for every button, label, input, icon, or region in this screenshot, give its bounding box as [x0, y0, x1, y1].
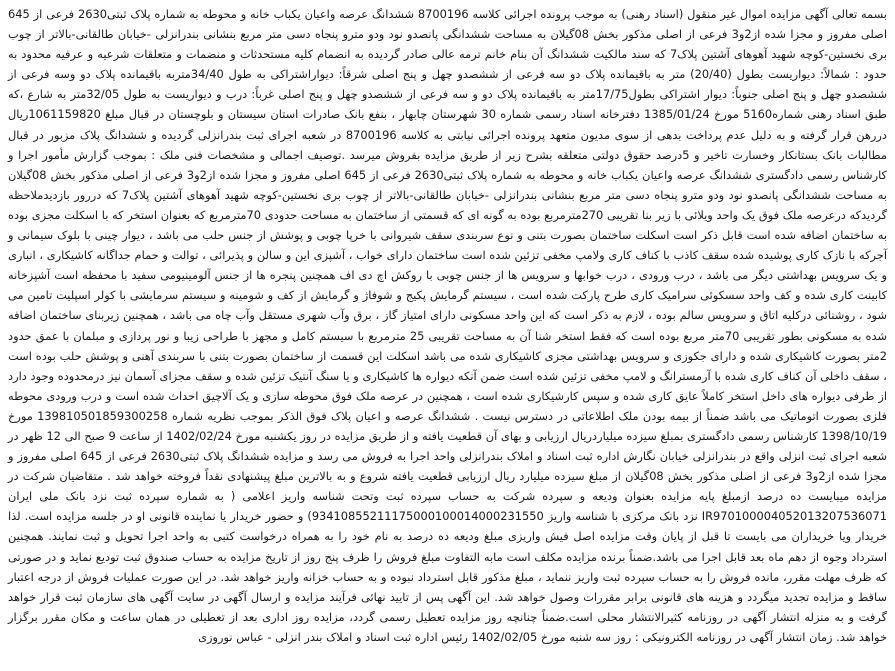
auction-notice-text: بسمه تعالی آگهی مزایده اموال غیر منقول (اسناد رهنی) به موجب پرونده اجرائی کلاسه 8700196 ششدانگ عرصه واعیان یکباب خانه و محوطه به شماره پلاک ثبتی2630 فرعی از 645 اصلی مفروز و مجزا شده از2و3 فرعی از اصلی مذکور بخش 08گیلان به مساحت ششدانگی پانصدو نود ودو مترو پنجاه دسی متر مربع بنشانی بندرانزلی -خیابان طالقانی-بالاتر از چوب بری نخستین-کوچه شهید آهوهای آشتین پلاک7 که سند مالکیت ششدانگ آن بنام خانم ترمه عالی صادر گردیده به انضمام کلیه مستحدثات و منضمات و متعلقات شرعیه و عرفیه محدود به حدود : شمالاً: دیواریست بطول (20/40) متر به باقیمانده پلاک دو سه فرعی از ششصدو چهل و پنج اصلی شرقاً: دیواراشتراکی به طول 34/40متربه باقیمانده پلاک دو وسه فرعی از ششصدو چهل و پنج اصلی جنوباً: دیوار اشتراکی بطول17/75متر به باقیمانده پلاک دو و سه فرعی از ششصدو چهل و پنج اصلی غرباً: درب و دیواریست به طول 32/05متر به شارع ،که طبق اسناد رهنی شماره5160 مورخ 1385/01/24 دفترخانه اسناد رسمی شماره 30 شهرستان چابهار ، بنفع بانک صادرات استان سیستان و بلوچستان در قبال مبلغ 1061159820ریال دررهن قرار گرفته و به دلیل عدم پرداخت بدهی از سوی مدیون متعهد پرونده اجرائی نیابتی به کلاسه 8700196 در شعبه اجرای ثبت بندرانزلی گردیده و ششدانگ پلاک مزبور در قبال مطالبات بانک بستانکار وخسارت تاخیر و 5درصد حقوق دولتی متعلقه بشرح زیر از طریق مزایده بفروش میرسد .توصیف اجمالی و مشخصات فنی ملک : بموجب گزارش مأمور اجرا و کارشناس رسمی دادگستری ششدانگ عرصه واعیان یکباب خانه و محوطه به شماره پلاک ثبتی2630 فرعی از 645 اصلی مفروز و مجزا شده از2و3 فرعی از اصلی مذکور بخش 08گیلان به مساحت ششدانگی پانصدو نود ودو مترو پنجاه دسی متر مربع بنشانی بندرانزلی -خیابان طالقانی-بالاتر از چوب بری نخستین-کوچه شهید آهوهای آشتین پلاک7 که دررور بازدیدملاحظه گردیدکه درعرصه ملک فوق یک واحد ویلائی با زیر بنا تقریبی 270مترمربع بوده به گونه ای که قسمتی از ساختمان به مساحت حدودی 70مترمربع که بعنوان استخر که با اسکلت مجزی بوده به ساختمان اضافه شده است قابل ذکر است اسکلت ساختمان بصورت بتنی و نوع سربندی سقف شیروانی با خرپا چوبی و پوشش از جنس حلب می باشد ، دیوار چینی با بلوک سیمانی و آجرکه با نازک کاری پوشیده شده سقف کاذب با کناف کاری ولامپ مخفی تزئین شده است ساختمان دارای خواب ، آشپزی این و سالن و پذیرائی ، توالت و حمام جداگانه کاشیکاری ، انباری و یک سرویس بهداشتی دیگر می باشد ، درب ورودی ، درب خوابها و سرویس ها از جنس چوبی با روکش اچ دی اف همچنین پنجره ها از جنس آلومینیومی سفید با محفظه است آشپزخانه کابینت کاری شده و کف واحد سسکوئی سرامیک کاری طرح پارکت شده است ، سیستم گرمایش پکیج و شوفاژ و گرمایش از کف و شومینه و سیستم سرمایشی با کولر اسپلیت تامین می شود ، روشنائی درکلیه اتاق و سرویس سالم بوده ، لازم به ذکر است که این واحد مسکونی دارای امتیاز گاز ، برق وآب شهری مستقل وآب چاه می باشد ، همچنین زیربنای ساختمان اضافه شده به مسکونی بطور تقریبی 70متر مربع بوده است که فقط استخر شنا آن به مساحت تقریبی 25 مترمربع با سیستم کامل و مجهز با طراحی زیبا و نور پردازی و مبلمان با عمق حدود 2متر بصورت کاشیکاری شده و دارای جکوزی و سرویس بهداشتی مجزی کاشیکاری شده می باشد اسکلت این قسمت از ساختمان بصورت بتنی با سربندی آهنی و پوشش حلب بوده است ، سقف داخلی آن کناف کاری شده با آرمسترانگ و لامپ مخفی تزئین شده است ضمن آنکه دیواره ها کاشیکاری و یا سنگ آنتیک تزئین شده و سقف مجزای آسمان نیز درمحدوده وجود دارد از طرفی دیواره های داخل استخر کاملاً عایق کاری شده و سپس کارشیکاری شده است ، همچنین در عرصه ملک فوق محوطه سازی و یک آلاچیق احداث شده است و درب ورودی محوطه فلزی بصورت اتوماتیک می باشد ضمناً از بیمه بودن ملک اطلاعاتی در دسترس نیست . ششدانگ عرصه و اعیان پلاک فوق الذکر بموجب نظریه شماره 139810501859300258 مورخ 1398/10/19 کارشناس رسمی دادگستری بمبلغ سیزده میلیاردریال ارزیابی و بهای آن قطعیت یافته و از طریق مزایده در روز یکشنبه مورخ 1402/02/24 از ساعت 9 صبح الی 12 ظهر در شعبه اجرای ثبت انزلی واقع در بندرانزلی خیابان نگارش اداره ثبت اسناد و املاک بندرانزلی واحد اجرا به فروش می رسد و مزایده ششدانگ پلاک ثبتی2630 فرعی از 645 اصلی مفروز و مجزا شده از2و3 فرعی از اصلی مذکور بخش 08گیلان از مبلغ سیزده میلیارد ریال ارزیابی قطعیت یافته شروع و به بالاترین مبلغ پیشنهادی نقداً فروخته خواهد شد . متقاضیان شرکت در مزایده میبایست ده درصد ازمبلغ پایه مزایده بعنوان ودیعه و سپرده شرکت به حساب سپرده ثبت وتحت شناسه واریز اعلامی ( به شماره سپرده ثبت نزد بانک ملی ایران IR970100004052013207536071 نزد بانک مرکزی با شناسه واریز 93410855211175000100014000231550) و حضور خریدار یا نماینده قانونی او در جلسه مزایده است. لذا خریدار ویا خریداران می بایست تا قبل از پایان وقت مزایده اصل فیش واریزی مبلغ ودیعه ده درصد به نام خود را به همراه درخواست کتبی به واحد اجرا تحویل و ثبت نمایند. همچنین استرداد وجوه از دهم ماه بعد قابل اجرا می باشد.ضمناً برنده مزایده مکلف است مابه التفاوت مبلغ فروش را ظرف پنج روز از تاریخ مزایده به حساب صندوق ثبت تودیع نماید و در صورتی که ظرف مهلت مقرر، مانده فروش را به حساب سپرده ثبت واریز ننماید ، مبلغ مذکور قابل استرداد نبوده و به حساب خزانه واریز خواهد شد. در این صورت عملیات فروش از درجه اعتبار ساقط و مزایده تجدید میگردد و هزینه های قانونی برابر مقررات وصول خواهد شد. این آگهی پس از تایید نهائی فرآیند مزایده و ارسال آگهی در سایت آگهی های سازمان ثبت قرار خواهد گرفت و به منزله انتشار آگهی در روزنامه کثیرالانتشار محلی است.ضمناً چنانچه روز مزایده تعطیل رسمی گردد، مزایده روز اداری بعد از تعطیلی در همان ساعت و مکان مقرر برگزار خواهد شد. زمان انتشار آگهی در روزنامه الکترونیکی : روز سه شنبه مورخ 1402/02/05 رئیس اداره ثبت اسناد و املاک بندر انزلی - عباس نوروزی: [8, 7, 888, 644]
